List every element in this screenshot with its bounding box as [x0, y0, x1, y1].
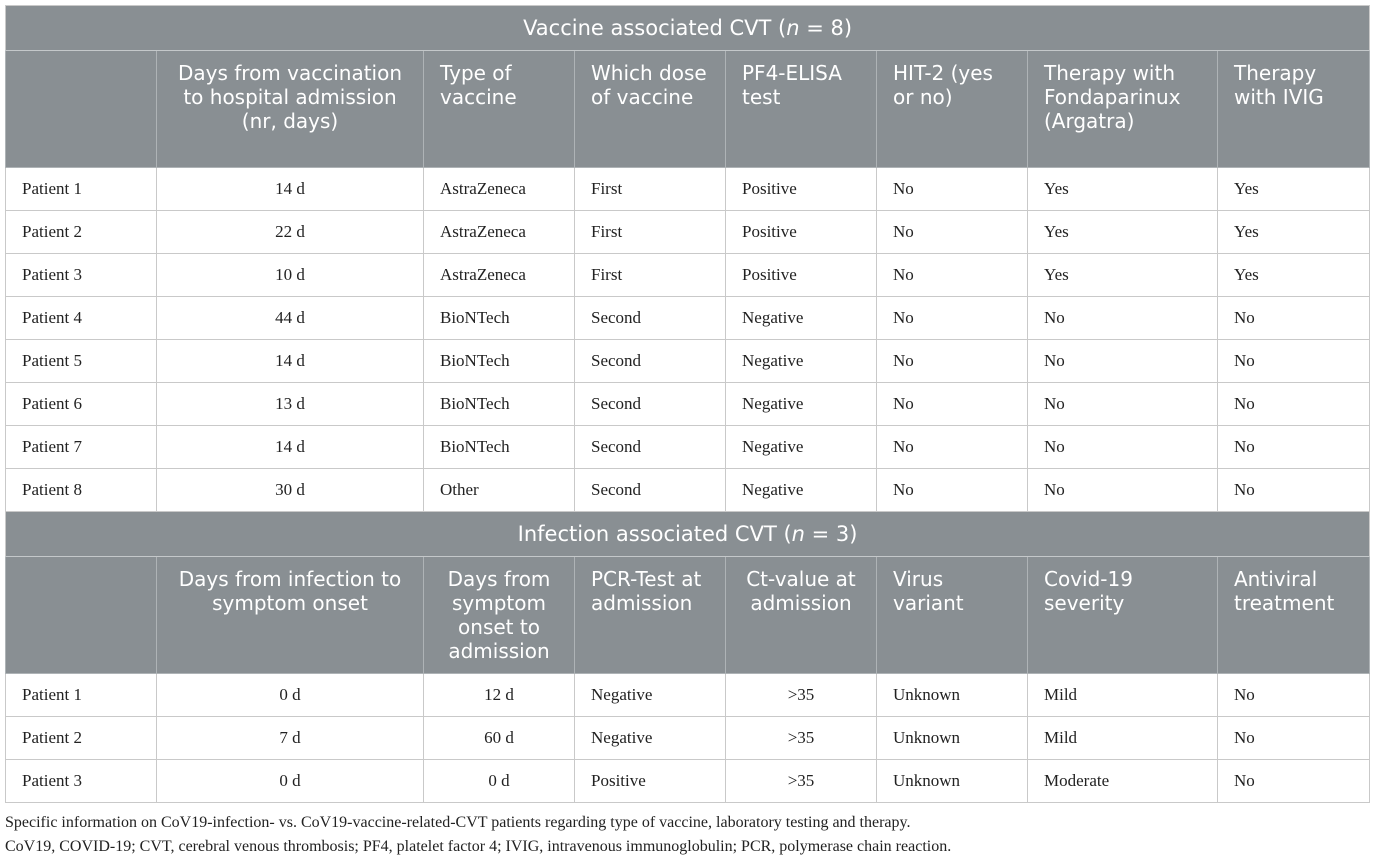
- vaccine-table-cell: No: [877, 469, 1028, 512]
- vaccine-table-cell: No: [877, 168, 1028, 211]
- infection-table-cell: No: [1218, 674, 1370, 717]
- vaccine-table-cell: No: [1218, 469, 1370, 512]
- table-abbreviations: CoV19, COVID-19; CVT, cerebral venous thrombosis; PF4, platelet factor 4; IVIG, intravenous immunoglobulin; PCR, polymerase chain reaction.: [5, 838, 952, 855]
- vaccine-table-cell: No: [1028, 426, 1218, 469]
- vaccine-table-row: [6, 168, 1370, 211]
- vaccine-table-row: [6, 340, 1370, 383]
- infection-table-cell: >35: [726, 674, 877, 717]
- infection-table-cell: Patient 3: [6, 760, 157, 803]
- vaccine-table-cell: Negative: [726, 297, 877, 340]
- vaccine-table-cell: No: [877, 383, 1028, 426]
- vaccine-table-cell: Negative: [726, 469, 877, 512]
- vaccine-table-cell: Second: [575, 426, 726, 469]
- vaccine-header-days: Days from vaccination to hospital admission (nr, days): [157, 51, 424, 168]
- infection-table-cell: Positive: [575, 760, 726, 803]
- vaccine-table-cell: No: [1218, 383, 1370, 426]
- vaccine-table-row: [6, 383, 1370, 426]
- vaccine-table-cell: 22 d: [157, 211, 424, 254]
- vaccine-table-cell: No: [877, 211, 1028, 254]
- vaccine-table-cell: BioNTech: [424, 340, 575, 383]
- vaccine-table-cell: First: [575, 254, 726, 297]
- vaccine-table-cell: No: [1028, 469, 1218, 512]
- infection-table-cell: >35: [726, 717, 877, 760]
- infection-table-cell: Unknown: [877, 760, 1028, 803]
- vaccine-header-hit2: HIT-2 (yes or no): [877, 51, 1028, 168]
- cvt-table-container: [5, 5, 1369, 803]
- vaccine-table-cell: 14 d: [157, 168, 424, 211]
- infection-table-row: [6, 760, 1370, 803]
- infection-table-cell: 12 d: [424, 674, 575, 717]
- vaccine-table-cell: No: [877, 254, 1028, 297]
- vaccine-header-pf4: PF4-ELISA test: [726, 51, 877, 168]
- vaccine-header-type: Type of vaccine: [424, 51, 575, 168]
- vaccine-table-cell: AstraZeneca: [424, 211, 575, 254]
- infection-table-cell: Patient 1: [6, 674, 157, 717]
- vaccine-table-cell: Patient 7: [6, 426, 157, 469]
- vaccine-table-cell: Yes: [1028, 168, 1218, 211]
- vaccine-table-cell: AstraZeneca: [424, 254, 575, 297]
- infection-header-antiviral: Antiviral treatment: [1218, 557, 1370, 674]
- vaccine-table-cell: No: [1218, 340, 1370, 383]
- vaccine-header-dose: Which dose of vaccine: [575, 51, 726, 168]
- vaccine-table-row: [6, 254, 1370, 297]
- vaccine-table-cell: Second: [575, 297, 726, 340]
- vaccine-table-cell: Positive: [726, 168, 877, 211]
- vaccine-table-cell: Positive: [726, 254, 877, 297]
- infection-table-cell: >35: [726, 760, 877, 803]
- infection-header-variant: Virus variant: [877, 557, 1028, 674]
- vaccine-table-cell: No: [877, 426, 1028, 469]
- infection-table-cell: Patient 2: [6, 717, 157, 760]
- infection-table-cell: 0 d: [157, 760, 424, 803]
- vaccine-table-cell: Yes: [1218, 211, 1370, 254]
- vaccine-table-cell: Patient 6: [6, 383, 157, 426]
- vaccine-table-row: [6, 297, 1370, 340]
- infection-header-ct: Ct-value at admission: [726, 557, 877, 674]
- vaccine-table-cell: Patient 5: [6, 340, 157, 383]
- vaccine-table-cell: No: [877, 340, 1028, 383]
- vaccine-table-cell: Second: [575, 383, 726, 426]
- vaccine-table-row: [6, 211, 1370, 254]
- vaccine-table-cell: AstraZeneca: [424, 168, 575, 211]
- vaccine-table-cell: Patient 8: [6, 469, 157, 512]
- infection-table-row: [6, 717, 1370, 760]
- vaccine-table-cell: 14 d: [157, 426, 424, 469]
- vaccine-table-cell: BioNTech: [424, 297, 575, 340]
- vaccine-table-cell: Patient 4: [6, 297, 157, 340]
- vaccine-table-cell: Patient 1: [6, 168, 157, 211]
- vaccine-table-cell: No: [1218, 426, 1370, 469]
- infection-table-cell: Moderate: [1028, 760, 1218, 803]
- cvt-table: [5, 5, 1370, 803]
- vaccine-table-cell: 44 d: [157, 297, 424, 340]
- vaccine-table-cell: BioNTech: [424, 426, 575, 469]
- vaccine-table-cell: Second: [575, 340, 726, 383]
- vaccine-table-cell: Yes: [1028, 254, 1218, 297]
- vaccine-table-cell: Yes: [1218, 168, 1370, 211]
- vaccine-table-cell: 13 d: [157, 383, 424, 426]
- infection-header-pcr: PCR-Test at admission: [575, 557, 726, 674]
- vaccine-table-cell: Positive: [726, 211, 877, 254]
- vaccine-table-cell: 30 d: [157, 469, 424, 512]
- infection-table-cell: No: [1218, 717, 1370, 760]
- vaccine-table-cell: No: [1028, 383, 1218, 426]
- vaccine-table-cell: Yes: [1028, 211, 1218, 254]
- table-caption: Specific information on CoV19-infection- vs. CoV19-vaccine-related-CVT patients regarding type of vaccine, laboratory testing and therapy.: [5, 814, 911, 831]
- vaccine-table-row: [6, 426, 1370, 469]
- infection-table-cell: No: [1218, 760, 1370, 803]
- infection-header-patient: [6, 557, 157, 674]
- vaccine-table-cell: Patient 3: [6, 254, 157, 297]
- vaccine-table-cell: Negative: [726, 383, 877, 426]
- vaccine-table-row: [6, 469, 1370, 512]
- infection-table-cell: Negative: [575, 717, 726, 760]
- vaccine-header-fondaparinux: Therapy with Fondaparinux (Argatra): [1028, 51, 1218, 168]
- vaccine-header-ivig: Therapy with IVIG: [1218, 51, 1370, 168]
- vaccine-header-patient: [6, 51, 157, 168]
- infection-table-cell: Mild: [1028, 717, 1218, 760]
- infection-table-cell: 60 d: [424, 717, 575, 760]
- table-footnotes: [5, 811, 1369, 859]
- vaccine-table-cell: 14 d: [157, 340, 424, 383]
- infection-table-row: [6, 674, 1370, 717]
- vaccine-section-title: Vaccine associated CVT (n = 8): [6, 6, 1370, 51]
- vaccine-table-cell: No: [1218, 297, 1370, 340]
- vaccine-table-cell: BioNTech: [424, 383, 575, 426]
- infection-table-cell: 7 d: [157, 717, 424, 760]
- infection-header-severity: Covid-19 severity: [1028, 557, 1218, 674]
- infection-section-title: Infection associated CVT (n = 3): [6, 512, 1370, 557]
- infection-header-days-infection: Days from infection to symptom onset: [157, 557, 424, 674]
- vaccine-table-cell: No: [1028, 340, 1218, 383]
- infection-header-days-symptom: Days from symptom onset to admission: [424, 557, 575, 674]
- vaccine-table-cell: Second: [575, 469, 726, 512]
- vaccine-header-row: [6, 51, 1370, 168]
- infection-table-cell: 0 d: [424, 760, 575, 803]
- vaccine-table-cell: No: [877, 297, 1028, 340]
- infection-table-cell: Negative: [575, 674, 726, 717]
- vaccine-table-cell: Other: [424, 469, 575, 512]
- vaccine-table-cell: First: [575, 168, 726, 211]
- vaccine-table-cell: First: [575, 211, 726, 254]
- vaccine-table-cell: 10 d: [157, 254, 424, 297]
- vaccine-table-cell: Patient 2: [6, 211, 157, 254]
- infection-table-cell: 0 d: [157, 674, 424, 717]
- vaccine-table-cell: No: [1028, 297, 1218, 340]
- vaccine-table-cell: Yes: [1218, 254, 1370, 297]
- infection-table-cell: Unknown: [877, 717, 1028, 760]
- infection-table-cell: Mild: [1028, 674, 1218, 717]
- infection-header-row: [6, 557, 1370, 674]
- vaccine-table-cell: Negative: [726, 340, 877, 383]
- vaccine-table-cell: Negative: [726, 426, 877, 469]
- infection-table-cell: Unknown: [877, 674, 1028, 717]
